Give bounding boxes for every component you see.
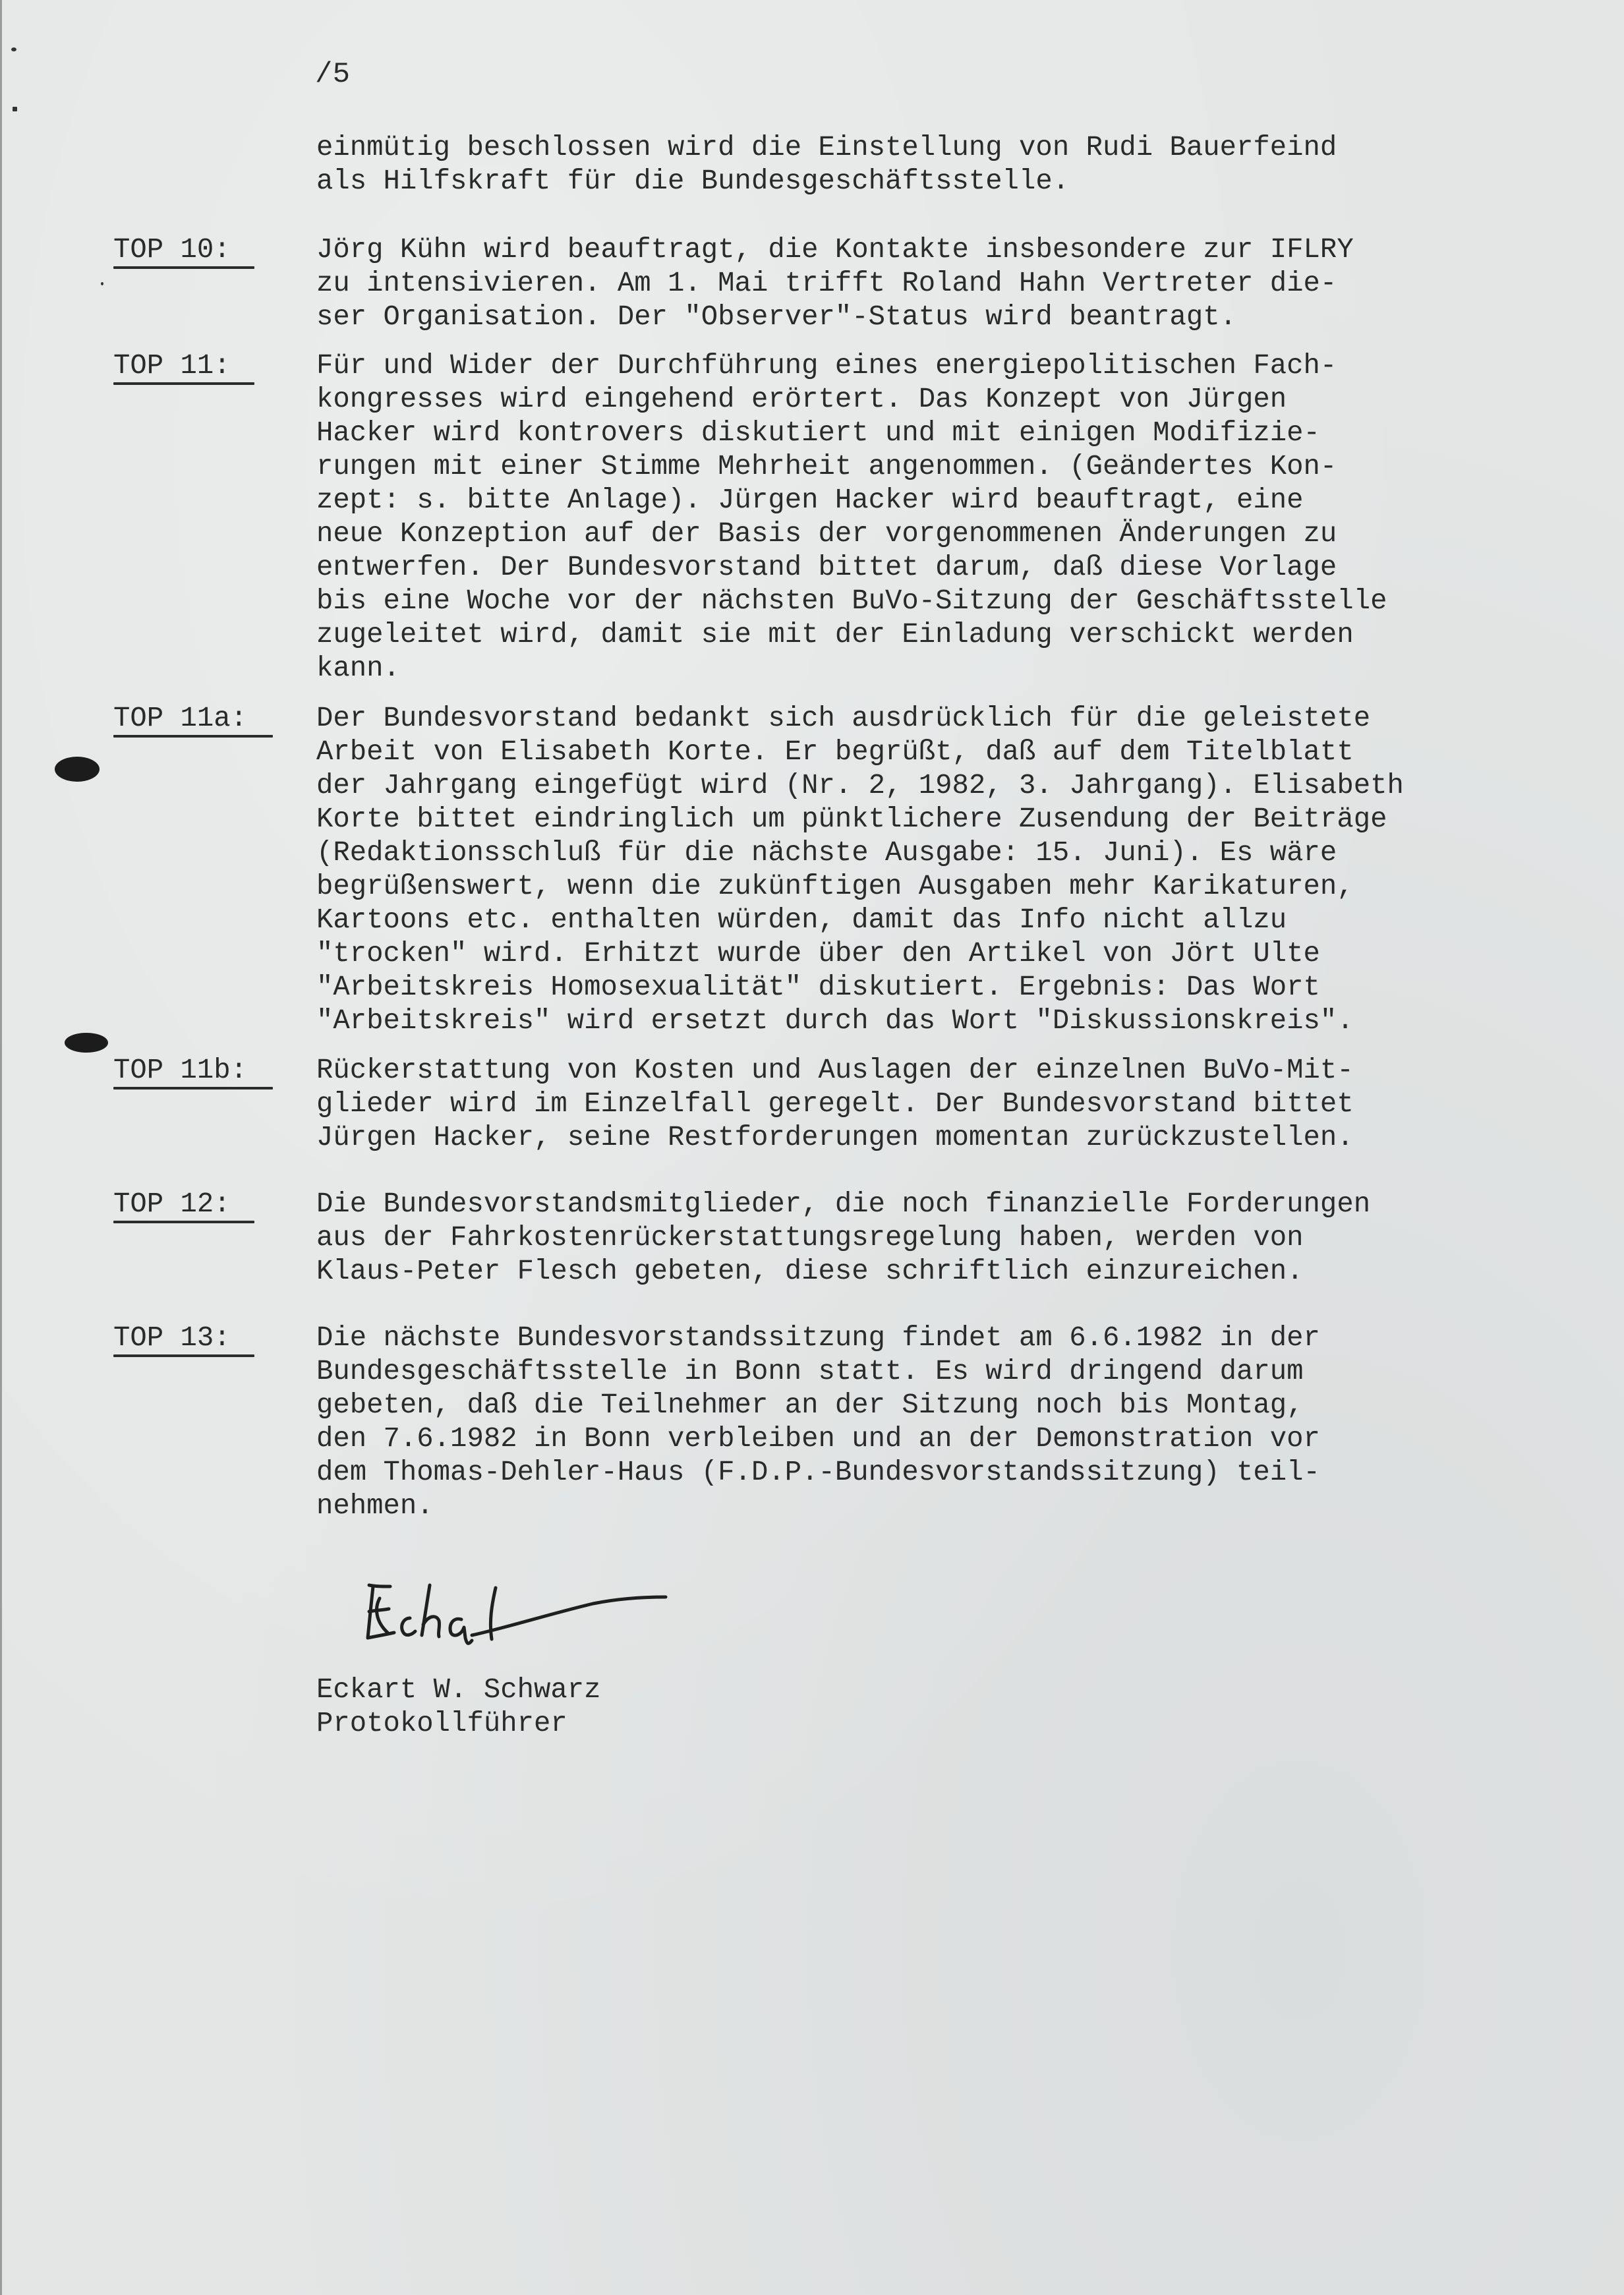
item-line: nehmen. <box>316 1490 434 1522</box>
item-line: Der Bundesvorstand bedankt sich ausdrücklich für die geleistete <box>316 703 1371 734</box>
item-line: Klaus-Peter Flesch gebeten, diese schriftlich einzureichen. <box>316 1256 1304 1287</box>
intro-line: einmütig beschlossen wird die Einstellung von Rudi Bauerfeind <box>316 132 1337 163</box>
item-line: Hacker wird kontrovers diskutiert und mit einigen Modifizie- <box>316 417 1320 449</box>
item-line: Jürgen Hacker, seine Restforderungen momentan zurückzustellen. <box>316 1122 1354 1153</box>
item-line: Die nächste Bundesvorstandssitzung findet am 6.6.1982 in der <box>316 1322 1320 1354</box>
signer-name: Eckart W. Schwarz <box>316 1674 601 1706</box>
item-line: entwerfen. Der Bundesvorstand bittet darum, daß diese Vorlage <box>316 552 1337 583</box>
signer-role: Protokollführer <box>316 1708 567 1739</box>
item-label-underline <box>113 266 254 269</box>
item-line: Für und Wider der Durchführung eines energiepolitischen Fach- <box>316 350 1337 382</box>
item-line: zugeleitet wird, damit sie mit der Einladung verschickt werden <box>316 619 1354 651</box>
item-line: Jörg Kühn wird beauftragt, die Kontakte insbesondere zur IFLRY <box>316 234 1354 266</box>
item-line: Die Bundesvorstandsmitglieder, die noch finanzielle Forderungen <box>316 1188 1371 1220</box>
item-line: der Jahrgang eingefügt wird (Nr. 2, 1982, 3. Jahrgang). Elisabeth <box>316 770 1404 801</box>
item-line: kongresses wird eingehend erörtert. Das Konzept von Jürgen <box>316 384 1287 415</box>
item-line: Arbeit von Elisabeth Korte. Er begrüßt, daß auf dem Titelblatt <box>316 736 1354 768</box>
item-line: begrüßenswert, wenn die zukünftigen Ausgaben mehr Karikaturen, <box>316 871 1354 902</box>
item-line: Bundesgeschäftsstelle in Bonn statt. Es wird dringend darum <box>316 1356 1304 1387</box>
item-line: den 7.6.1982 in Bonn verbleiben und an der Demonstration vor <box>316 1423 1320 1455</box>
item-label-top-11a: TOP 11a: <box>113 703 248 734</box>
item-label-top-13: TOP 13: <box>113 1322 231 1354</box>
item-line: (Redaktionsschluß für die nächste Ausgabe: 15. Juni). Es wäre <box>316 837 1337 869</box>
item-label-underline <box>113 735 273 738</box>
item-line: kann. <box>316 653 400 684</box>
item-line: "Arbeitskreis Homosexualität" diskutiert. Ergebnis: Das Wort <box>316 972 1320 1003</box>
item-line: Rückerstattung von Kosten und Auslagen der einzelnen BuVo-Mit- <box>316 1055 1354 1086</box>
paper-speck <box>101 282 103 285</box>
item-label-top-11: TOP 11: <box>113 350 231 382</box>
item-line: "trocken" wird. Erhitzt wurde über den Artikel von Jört Ulte <box>316 938 1320 970</box>
item-line: Kartoons etc. enthalten würden, damit das Info nicht allzu <box>316 904 1287 936</box>
paper-speck <box>11 47 16 51</box>
item-line: zu intensivieren. Am 1. Mai trifft Roland Hahn Vertreter die- <box>316 268 1337 299</box>
item-label-top-10: TOP 10: <box>113 234 231 266</box>
item-line: Korte bittet eindringlich um pünktlichere Zusendung der Beiträge <box>316 803 1387 835</box>
item-label-underline <box>113 1087 273 1089</box>
item-line: "Arbeitskreis" wird ersetzt durch das Wort "Diskussionskreis". <box>316 1005 1354 1037</box>
item-line: rungen mit einer Stimme Mehrheit angenommen. (Geändertes Kon- <box>316 451 1337 482</box>
item-line: aus der Fahrkostenrückerstattungsregelung haben, werden von <box>316 1222 1304 1254</box>
punch-hole-top <box>55 757 100 782</box>
item-line: ser Organisation. Der "Observer"-Status wird beantragt. <box>316 301 1237 333</box>
page-left-edge <box>0 0 2 2295</box>
handwritten-signature <box>356 1572 685 1664</box>
intro-line: als Hilfskraft für die Bundesgeschäftsstelle. <box>316 165 1070 197</box>
item-label-underline <box>113 382 254 385</box>
item-line: bis eine Woche vor der nächsten BuVo-Sitzung der Geschäftsstelle <box>316 585 1387 617</box>
item-line: zept: s. bitte Anlage). Jürgen Hacker wird beauftragt, eine <box>316 484 1304 516</box>
item-line: gebeten, daß die Teilnehmer an der Sitzung noch bis Montag, <box>316 1389 1304 1421</box>
item-line: neue Konzeption auf der Basis der vorgenommenen Änderungen zu <box>316 518 1337 550</box>
item-label-top-12: TOP 12: <box>113 1188 231 1220</box>
item-label-underline <box>113 1354 254 1357</box>
item-line: glieder wird im Einzelfall geregelt. Der Bundesvorstand bittet <box>316 1088 1354 1120</box>
page-number: /5 <box>315 58 351 91</box>
item-label-top-11b: TOP 11b: <box>113 1055 248 1086</box>
punch-hole-bottom <box>65 1033 108 1053</box>
paper-speck <box>13 107 17 111</box>
item-label-underline <box>113 1221 254 1223</box>
item-line: dem Thomas-Dehler-Haus (F.D.P.-Bundesvorstandssitzung) teil- <box>316 1457 1320 1488</box>
